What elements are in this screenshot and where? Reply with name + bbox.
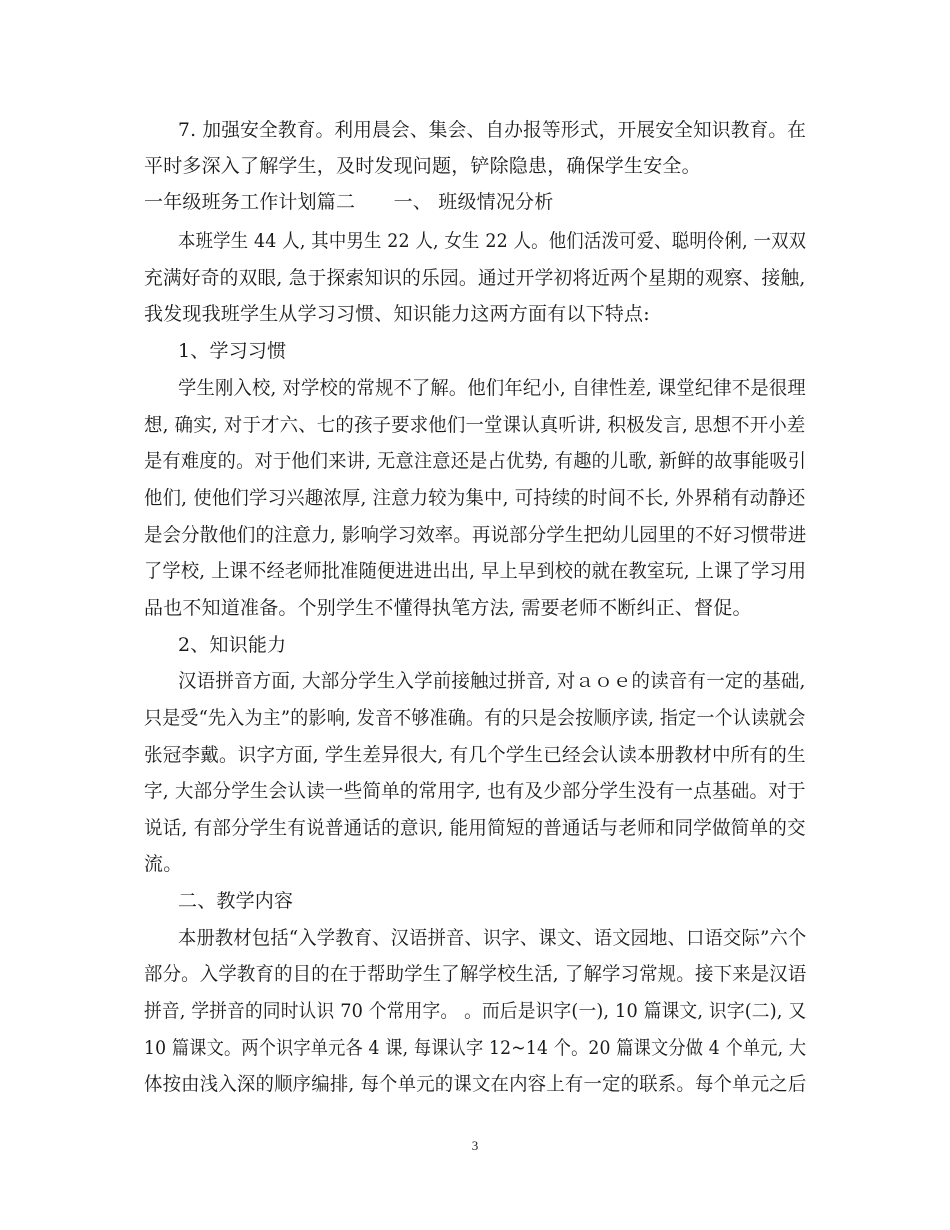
paragraph-line: 汉语拼音方面, 大部分学生入学前接触过拼音, 对ａｏｅ的读音有一定的基础, bbox=[178, 670, 806, 692]
paragraph-line: 想, 确实, 对于才六、七的孩子要求他们一堂课认真听讲, 积极发言, 思想不开小差 bbox=[144, 414, 806, 436]
page-number: 3 bbox=[471, 1138, 479, 1153]
paragraph-line: 张冠李戴。识字方面, 学生差异很大, 有几个学生已经会认读本册教材中所有的生 bbox=[144, 744, 806, 766]
paragraph-line: 我发现我班学生从学习习惯、知识能力这两方面有以下特点: bbox=[144, 303, 650, 325]
paragraph-line: 平时多深入了解学生，及时发现问题，铲除隐患，确保学生安全。 bbox=[144, 155, 701, 177]
paragraph-line: 是有难度的。对于他们来讲, 无意注意还是占优势, 有趣的儿歌, 新鲜的故事能吸引 bbox=[144, 450, 807, 472]
paragraph-line: 10 篇课文。两个识字单元各 4 课, 每课认字 12~14 个。20 篇课文分做 4 个单元, 大 bbox=[144, 1037, 807, 1059]
paragraph-line: 说话, 有部分学生有说普通话的意识, 能用简短的普通话与老师和同学做简单的交 bbox=[144, 817, 806, 839]
paragraph-line: 部分。入学教育的目的在于帮助学生了解学校生活, 了解学习常规。接下来是汉语 bbox=[144, 963, 807, 985]
paragraph-line: 充满好奇的双眼, 急于探索知识的乐园。通过开学初将近两个星期的观察、接触, bbox=[144, 267, 806, 289]
paragraph-line: 7. 加强安全教育。利用晨会、集会、自办报等形式，开展安全知识教育。在 bbox=[178, 119, 807, 141]
paragraph-line: 学生刚入校, 对学校的常规不了解。他们年纪小, 自律性差, 课堂纪律不是很理 bbox=[178, 377, 806, 399]
paragraph-line: 拼音, 学拼音的同时认识 70 个常用字。 。而后是识字(一), 10 篇课文, 识字(二), 又 bbox=[144, 1000, 807, 1022]
paragraph-line: 流。 bbox=[144, 853, 183, 875]
subheading: 2、知识能力 bbox=[178, 634, 287, 656]
section-heading: 二、教学内容 bbox=[178, 890, 294, 912]
paragraph-line: 本册教材包括“入学教育、汉语拼音、识字、课文、语文园地、口语交际”六个 bbox=[178, 927, 807, 949]
paragraph-line: 只是受“先入为主”的影响, 发音不够准确。有的只是会按顺序读, 指定一个认读就会 bbox=[144, 707, 806, 729]
subheading: 1、学习习惯 bbox=[178, 340, 287, 362]
paragraph-line: 字, 大部分学生会认读一些简单的常用字, 也有及少部分学生没有一点基础。对于 bbox=[144, 780, 806, 802]
section-heading: 一年级班务工作计划篇二 一、 班级情况分析 bbox=[144, 191, 554, 213]
paragraph-line: 了学校, 上课不经老师批准随便进进出出, 早上早到校的就在教室玩, 上课了学习用 bbox=[144, 560, 807, 582]
paragraph-line: 体按由浅入深的顺序编排, 每个单元的课文在内容上有一定的联系。每个单元之后 bbox=[144, 1073, 807, 1095]
paragraph-line: 品也不知道准备。个别学生不懂得执笔方法, 需要老师不断纠正、督促。 bbox=[144, 597, 752, 619]
paragraph-line: 本班学生 44 人, 其中男生 22 人, 女生 22 人。他们活泼可爱、聪明伶俐, 一双双 bbox=[178, 230, 807, 252]
paragraph-line: 是会分散他们的注意力, 影响学习效率。再说部分学生把幼儿园里的不好习惯带进 bbox=[144, 524, 807, 546]
paragraph-line: 他们, 使他们学习兴趣浓厚, 注意力较为集中, 可持续的时间不长, 外界稍有动静还 bbox=[144, 487, 806, 509]
